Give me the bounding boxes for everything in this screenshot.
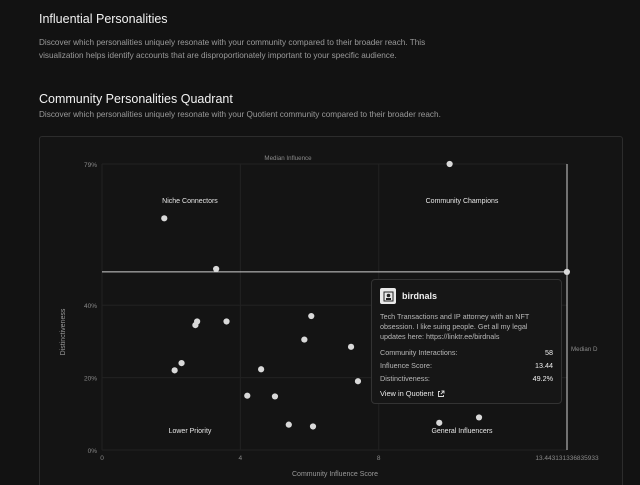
data-point[interactable] — [348, 344, 354, 350]
quadrant-label-community-champions: Community Champions — [425, 198, 499, 205]
x-tick-label: 4 — [238, 455, 243, 462]
data-point[interactable] — [436, 420, 442, 426]
stat-influence-score — [380, 361, 553, 370]
quadrant-label-niche-connectors: Niche Connectors — [162, 198, 218, 205]
x-tick-label: 8 — [376, 455, 381, 462]
data-point[interactable] — [192, 322, 198, 328]
stat-value: 13.44 — [535, 361, 553, 370]
stat-community-interactions — [380, 348, 553, 357]
x-tick-label: 13.443131336835933 — [535, 455, 599, 462]
tooltip-stats — [380, 348, 553, 383]
quadrant-title: Community Personalities Quadrant — [39, 92, 233, 106]
tooltip — [371, 279, 562, 404]
section-description: Discover which personalities uniquely resonate with your community compared to their broader reach. This visualization helps identify accounts that are disproportionately important to your specific audience. — [39, 38, 426, 60]
quadrant-label-general-influencers: General Influencers — [431, 428, 493, 435]
data-point[interactable] — [258, 366, 264, 372]
data-point[interactable] — [310, 423, 316, 429]
tooltip-header — [380, 288, 553, 304]
stat-distinctiveness — [380, 374, 553, 383]
stat-label: Influence Score: — [380, 361, 432, 370]
data-point[interactable] — [476, 414, 482, 420]
y-tick-label: 20% — [83, 375, 97, 383]
data-point[interactable] — [564, 269, 570, 275]
avatar-icon — [383, 291, 394, 302]
stat-value: 49.2% — [532, 374, 553, 383]
data-point[interactable] — [244, 393, 250, 399]
data-point[interactable] — [272, 393, 278, 399]
external-link-icon — [437, 390, 445, 398]
avatar — [380, 288, 396, 304]
data-point[interactable] — [286, 422, 292, 428]
median-d-label: Median D — [571, 346, 598, 353]
section-title: Influential Personalities — [39, 12, 168, 26]
data-point[interactable] — [223, 318, 229, 324]
data-point[interactable] — [355, 378, 361, 384]
y-tick-label: 79% — [83, 162, 97, 169]
data-point[interactable] — [213, 266, 219, 272]
data-point[interactable] — [447, 161, 453, 167]
data-point[interactable] — [178, 360, 184, 366]
y-axis-title: Distinctiveness — [60, 308, 67, 356]
tooltip-bio: Tech Transactions and IP attorney with an NFT obsession. I like suing people. Get all my legal updates here: https://linktr.ee/birdnals — [380, 312, 530, 341]
x-tick-label: 0 — [100, 455, 104, 462]
chart-panel — [39, 136, 623, 485]
y-tick-label: 40% — [83, 303, 97, 311]
data-point[interactable] — [161, 215, 167, 221]
quadrant-description: Discover which personalities uniquely resonate with your Quotient community compared to their broader reach. — [39, 110, 441, 119]
data-point[interactable] — [308, 313, 314, 319]
stat-label: Community Interactions: — [380, 348, 458, 357]
quadrant-label-lower-priority: Lower Priority — [168, 428, 212, 435]
median-influence-label: Median Influence — [264, 155, 312, 162]
data-point[interactable] — [301, 336, 307, 342]
stat-value: 58 — [545, 348, 553, 357]
stat-label: Distinctiveness: — [380, 374, 430, 383]
view-in-quotient-link[interactable] — [380, 389, 553, 398]
x-axis-title: Community Influence Score — [292, 471, 378, 478]
data-point[interactable] — [172, 367, 178, 373]
tooltip-name: birdnals — [402, 291, 438, 301]
y-tick-label: 0% — [87, 448, 97, 455]
link-label: View in Quotient — [380, 389, 434, 398]
